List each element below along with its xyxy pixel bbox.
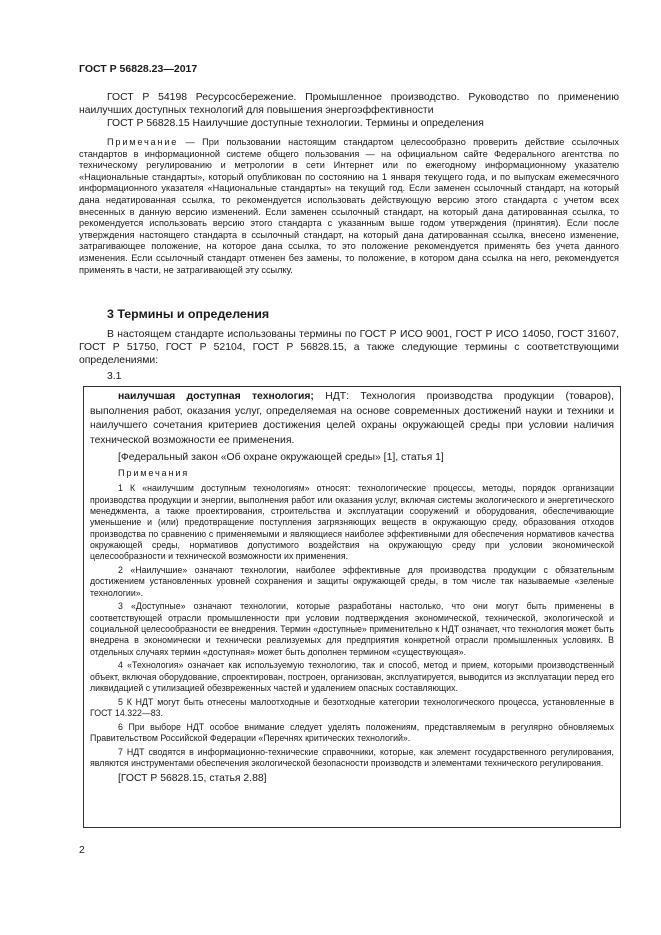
section-intro (79, 328, 619, 367)
term-note: 1 К «наилучшим доступным технологиям» относят: технологические процессы, методы, порядок организации производства продукции и энергии, выполнения работ или оказания услуг, включая системы экологического и энергетического менеджмента, а также проектирования, строительства и эксплуатации сооружений и оборудования, обеспечивающие уменьшение и (или) предотвращение поступления загрязняющих веществ в окружающую среду, образования отходов производства по сравнению с применяемыми и являющиеся наиболее эффективными для обеспечения нормативов качества окружающей среды, нормативов допустимого воздействия на окружающую среду при условии экономической целесообразности и технической возможности их применения. (90, 483, 614, 562)
term-name: наилучшая доступная технология; (118, 391, 314, 402)
term-note: 4 «Технология» означает как используемую технологию, так и способ, метод и прием, которыми производственный объект, включая оборудование, спроектирован, построен, организован, эксплуатируется, выводится из эксплуатации перед его ликвидацией с утилизацией обезвреженных частей и удалением опасных составляющих. (90, 660, 614, 693)
reference-item: ГОСТ Р 56828.15 Наилучшие доступные технологии. Термины и определения (107, 118, 484, 130)
term-definition-box (83, 386, 621, 828)
note-label: Примечание (107, 137, 179, 147)
final-source: [ГОСТ Р 56828.15, статья 2.88] (118, 772, 267, 784)
term-note: 3 «Доступные» означают технологии, которые разработаны настолько, что они могут быть применены в соответствующей отрасли промышленности при условии подтверждения экономической, технической, экологической и социальной целесообразности ее внедрения. Термин «доступные» применительно к НДТ означает, что технология может быть внедрена в экономически и технически реализуемых для предприятия конкретной отрасли промышленных условиях. В отдельных случаях термин «доступная» может быть дополнен термином «существующая». (90, 601, 614, 657)
note-text: — При пользовании настоящим стандартом целесообразно проверить действие ссылочных стандартов в информационной системе общего пользования — на официальном сайте Федерального агентства по техническому регулированию и метрологии в сети Интернет или по ежегодному информационному указателю «Национальные стандарты», который опубликован по состоянию на 1 января текущего года, и по выпускам ежемесячного информационного указателя «Национальные стандарты» на текущий год. Если заменен ссылочный стандарт, на который дана недатированная ссылка, то рекомендуется использовать действующую версию этого стандарта с учетом всех внесенных в данную версию изменений. Если заменен ссылочный стандарт, на который дана датированная ссылка, то рекомендуется использовать версию этого стандарта с указанным выше годом утверждения (принятия). Если после утверждения настоящего стандарта в ссылочный стандарт, на который дана датированная ссылка, внесено изменение, затрагивающее положение, на которое дана ссылка, то это положение рекомендуется применять без учета данного изменения. Если ссылочный стандарт отменен без замены, то положение, в котором дана ссылка на него, рекомендуется применять в части, не затрагивающей эту ссылку. (79, 137, 619, 275)
note-paragraph (79, 137, 619, 276)
notes-heading: Примечания (118, 468, 190, 479)
references-note (79, 137, 619, 276)
term-number: 3.1 (107, 371, 122, 382)
section-title: 3 Термины и определения (107, 307, 270, 321)
term-note: 5 К НДТ могут быть отнесены малоотходные и безотходные категории технологического процесса, установленные в ГОСТ 14.322—83. (90, 696, 614, 719)
term-definition-text: НДТ: Технология производства продукции (товаров), выполнения работ, оказания услуг, определяемая на основе современных достижений науки и техники и наилучшего сочетания критериев достижения целей охраны окружающей среды при условии наличия технической возможности ее применения. (90, 391, 614, 446)
intro-paragraph: В настоящем стандарте использованы термины по ГОСТ Р ИСО 9001, ГОСТ Р ИСО 14050, ГОСТ 31607, ГОСТ Р 51750, ГОСТ Р 52104, ГОСТ Р 56828.15, а также следующие термины с соответствующими определениями: (79, 329, 619, 367)
term-note: 6 При выборе НДТ особое внимание следует уделять положениям, представляемым в регулярно обновляемых Правительством Российской Федерации «Перечнях критических технологий». (90, 721, 614, 744)
page-number: 2 (79, 845, 85, 856)
reference-item: ГОСТ Р 54198 Ресурсосбережение. Промышленное производство. Руководство по применению наилучших доступных технологий для повышения энергоэффективности (79, 92, 619, 117)
term-note: 7 НДТ сводятся в информационно-технические справочники, которые, как элемент государственного регулирования, являются инструментами обеспечения экологической безопасности производств и элементами технического регулирования. (90, 746, 614, 769)
term-definition (90, 390, 614, 448)
term-note: 2 «Наилучшие» означают технологии, наиболее эффективные для производства продукции с обязательным достижением установленных уровней сохранения и защиты окружающей среды, в том числе так называемые «зеленые технологии». (90, 564, 614, 598)
term-source: [Федеральный закон «Об охране окружающей среды» [1], статья 1] (118, 452, 444, 464)
document-code-header: ГОСТ Р 56828.23—2017 (79, 63, 198, 75)
normative-references (79, 91, 619, 130)
